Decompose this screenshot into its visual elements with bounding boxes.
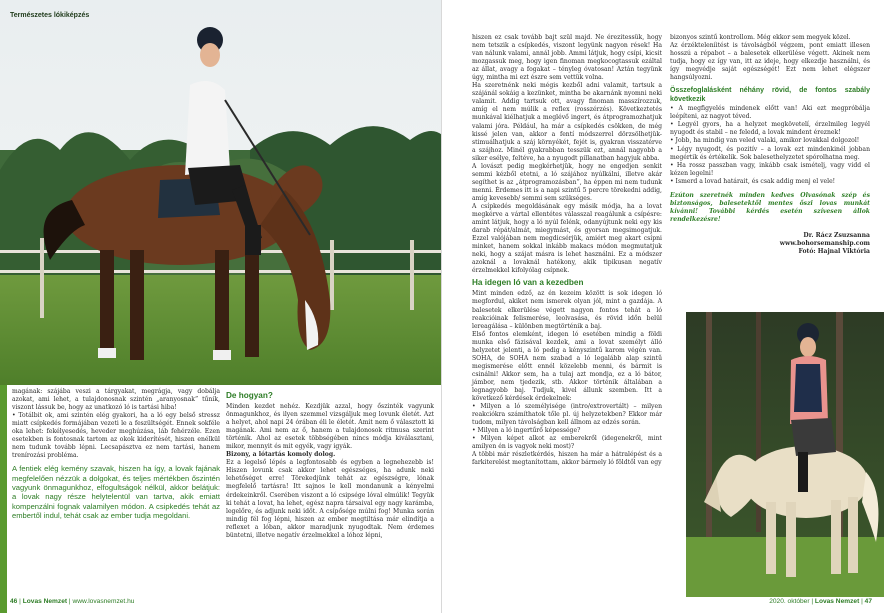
section-heading: De hogyan? <box>226 391 273 400</box>
bullet-item: • Milyen képet alkot az emberekről (idegenekről, mint amilyen én is vagyok neki most)? <box>472 435 662 451</box>
summary-item: • Légy nyugodt, és pozitív – a lovak ezt mindenkinél jobban megértik és értékelik. Sok balesethelyzetet spórolhatna meg. <box>670 145 870 161</box>
summary-heading: Összefoglalásként néhány rövid, de fontos szabály következik <box>670 87 870 104</box>
section-heading: Ha idegen ló van a kezedben <box>472 278 584 288</box>
paragraph: Ha szeretnénk neki mégis kezből adni valamit, tartsuk a szájánál sokáig a kezünket, mintha be akarnánk nyomni neki valamit. Addig tartsuk ott, avagy finoman masszírozzuk, amíg el nem múlik a reflex (rosszérzés). Következtetés munkával kiélhatjuk a meglévő ingert, és átprogramozhatjuk valami jóra. Például, ha már a csípkedés csökken, de még kissé jelen van, akkor a fentí módszerrel dörzsölhetjük-stimuálhatjuk a száj környékét, fejét is, gyakran visszatérve a szájhoz. Minél gyakrabban tesszük ezt, annál nagyobb a siker esélye, feltéve, ha a nyugodt pillanatban hagyjuk abba. <box>472 82 662 162</box>
closing-note: Ezúton szeretnék minden kedves Olvasónak szép és biztonságos, balesetektől mentes őszi lovas munkát kívánni! További kérdés esetén szívesen állok rendelkezésre! <box>670 191 870 223</box>
summary-item: • Ha rossz passzban vagy, inkább csak ismételj, vagy vidd el kézen legelni! <box>670 161 870 177</box>
magazine-name: Lovas Nemzet <box>814 598 860 605</box>
issue-date: 2020. október <box>769 598 810 605</box>
bullet-item: • Milyen a ló ingertűrő képessége? <box>472 427 581 435</box>
right-page <box>442 0 884 613</box>
paragraph: bizonyos szintű kontrollom. Még ekkor sem megyek közel. <box>670 34 851 41</box>
summary-item: • Legyél gyors, ha a helyzet megkövetelí, érzelmileg legyél nyugodt és stabil – ne feledd, a lovak mindent éreznek! <box>670 121 870 137</box>
photo-credit: Fotó: Hajnal Viktória <box>798 248 870 256</box>
page-number: 47 <box>864 598 872 605</box>
summary-item: • A megfigyelés mindenek előtt van! Aki ezt megpróbálja leépíteni, az nagyot téved. <box>670 105 870 121</box>
paragraph: Első fontos elemként, idegen ló esetében mindig a földi munka első fázisával kezdek, ami a lovat személyt álló helyzetet jelenti, a ló pedig a kényszintű karom végén van. SOHA, de SOHA nem szabad a ló legalább alap szintű megismerése előtt ennél közelebb menni, és bármit is csinálni! Akkor sem, ha a tulaj azt mondja, ez a ló bátor, jámbor, nem tjedezik, stb. Akkor történik általában a legnagyobb baj. Tudjuk, kivel állunk szemben. Itt a következő kérdések érdekelnek: <box>472 330 662 403</box>
horse-photo-illustration-2 <box>686 312 884 597</box>
pull-quote: A fentiek elég kemény szavak, hiszen ha így, a lovak fajának megfelelően nézzük a dolgokat, és teljes mértékben őszintén vagyunk önmagunkhoz, elfogultságok nélkül, akkor belátjuk: a lovak nagy része helytelentül van tartva, akik emiatt kompenzálni fognak valamilyen módon. A csipkedés tehát az embertől indul, tehát csak az ember tudja megoldani. <box>12 464 220 520</box>
paragraph: Mint minden edző, az én kezeim között is sok idegen ló megfordul, akiket nem ismerek olyan jól, mint a gazdája. A balesetek elkerülése végett nagyon fontos tehát a ló reakcióinak felismerése, leolvasása, és rövid időn belül lereagálása – különben megtörténik a baj. <box>472 290 662 330</box>
paragraph: A csípkedés megoldásának egy másik módja, ha a lovat megkérve a vártal ellentétes válasszal reagálunk a csípésre: amint látjuk, hogy a ló nyúl felénk, odanyújtunk neki egy kis darab répát/almát, miegymást, és gyorsan megsimogatjuk. Ezzel valójában nem megdicsérjük, amiért meg akart csípni minket, hanem sokkal inkább makacs módon megmutatjuk neki, hogy a szájat másra is lehet használni. Ez a módszer azoknál a lovaknál hatékony, akik tipikusan negatív érzelmekkel kifolyólag csípnek. <box>472 202 662 275</box>
paragraph: A lovászt pedig megkérhetjük, hogy ne engedjen senkit semmi kézből etetni, a ló szájához nyúlkálni, illetve akár segíthet is az „átprogramozásban”, ha éppen mi nem tudunk menni. Érdemes itt is a napi szintű 5 percre törekedni addig, amíg kevesebb/ semmi sem szükséges. <box>472 162 662 202</box>
page-number: 46 <box>10 598 18 605</box>
summary-item: • Jobb, ha mindig van veled valaki, amikor lovakkal dolgozol! <box>670 137 860 145</box>
photo-horse-bay <box>0 0 442 385</box>
right-column-2 <box>670 34 870 256</box>
horse-photo-illustration <box>0 0 442 385</box>
summary-item: • Ismerd a lovad határait, és csak addig menj el vele! <box>670 177 836 185</box>
right-column-1 <box>472 34 662 467</box>
paragraph: Az érzékteleníitést is távolságból végzem, pont emiatt illesen hosszú a répabot – a balesetek elkerülése végett. Akinek nem tudja, hogy ez így van, itt az ideje, hogy elkezdje használni, és így megvédje saját egészségét! Ezt nem lehet elégszer hangsúlyozni. <box>670 42 870 82</box>
page-accent-stripe <box>0 385 7 613</box>
paragraph: Ez a legelső lépés a legfontosabb és egyben a legnehezebb is! Hiszen lovunk csak akkor lehet egészséges, ha adunk neki lehetőséget erre! Törekedjünk tehát az egészségre, lónak megfelelő tartásra! Itt sajnos le kell mondanunk a kényelmi érdekeinkről. Cserében viszont a ló csipsége lóval elmúlik! Tegyük ki tehát a lovat, ha lehet, egész napra társaival egy nagy karámba, legelőre, és adjunk neki időt. A csípősége múlni fog! Munka során mindig fél fog lépni, hiszen az ember megtiltása már elindítja a reflexet a lóban, akkor maradjunk nyugodtak. Nem érdemes büntetni, illetve negatív érzelmekkel a lóhoz lépni, <box>226 459 434 539</box>
paragraph: hiszen ez csak tovább bajt szül majd. Ne érezitessük, hogy nem tetszik a csípkedés, viszont legyünk nagyon rések! Ha van nálunk valami, annál jobb. Ammi látjuk, hogy csípi, kicsit mozgassuk meg, hogy igen finoman megkocogtassuk ezáltal az állat, avagy a fogakat – tényleg óvatosan! Aztán tegyünk úgy, mintha mi ezt észre sem vettük volna. <box>472 34 662 82</box>
left-column-2 <box>226 388 434 540</box>
emphasis-line: Bizony, a lótartás komoly dolog. <box>226 451 336 459</box>
paragraph: Minden kezdet nehéz. Kezdjük azzal, hogy őszinték vagyunk önmagunkhoz, és ilyen szemmel vizsgáljuk meg lovunk életét. Azt a helyet, ahol napi 24 órában éli le életét. Amit nem ő választott ki magának. Ami nem az ő, hanem a tulajdonosok ritmusa szerint történik. Ahol az esetek többségében nincs módja kiválasztani, mikor, mennyit és mit egyék, vagy igyák. <box>226 403 434 451</box>
bullet-item: • Totálbit ok, ami szintén elég gyakori, ha a ló egy belső stressz miatt csípkedés formájában vezeti le a feszültségét. Ennek sokféle oka lehet: fekélyesedés, heveder meghúzása, láb fehérzéle. Ezen esetekben is fontosnak tartom az okok kiderítését, hiszen enélkül nem tudunk tovább lépni. Lecsapásztva ez nem tartási, hanem trenírozási probléma. <box>12 412 220 460</box>
author-name: Dr. Rácz Zsuzsanna <box>803 231 870 239</box>
author-website[interactable]: www.bohorsemanship.com <box>779 239 870 247</box>
magazine-website[interactable]: www.lovasnemzet.hu <box>72 598 135 605</box>
paragraph: A többi már részletkérdés, hiszen ha már a hátralépést és a farkiterelést megtanítottam, akkor bármely ló földtől van egy <box>472 451 662 467</box>
bullet-item: • Milyen a ló személyisége (intro/extrovertált) – milyen reakciókra számíthatok tőle pl. új helyzetekben? Ekkor már tudom, milyen távolságban kell állnom az edzés során. <box>472 403 662 427</box>
footer-left: 46 | Lovas Nemzet | www.lovasnemzet.hu <box>10 598 135 605</box>
paragraph: magának: szájába veszi a tárgyakat, megrágja, vagy dobálja azokat, ami lehet, a tulajdonosnak szintén „aranyosnak” tűnik, viszont lássuk be, hogy az unatkozó ló is tartási hiba! <box>12 388 220 412</box>
magazine-name: Lovas Nemzet <box>22 598 68 605</box>
photo-horse-palomino <box>686 312 884 597</box>
footer-right: 2020. október | Lovas Nemzet | 47 <box>769 598 872 605</box>
section-label: Természetes lókiképzés <box>10 12 90 19</box>
left-column-1 <box>12 388 220 520</box>
